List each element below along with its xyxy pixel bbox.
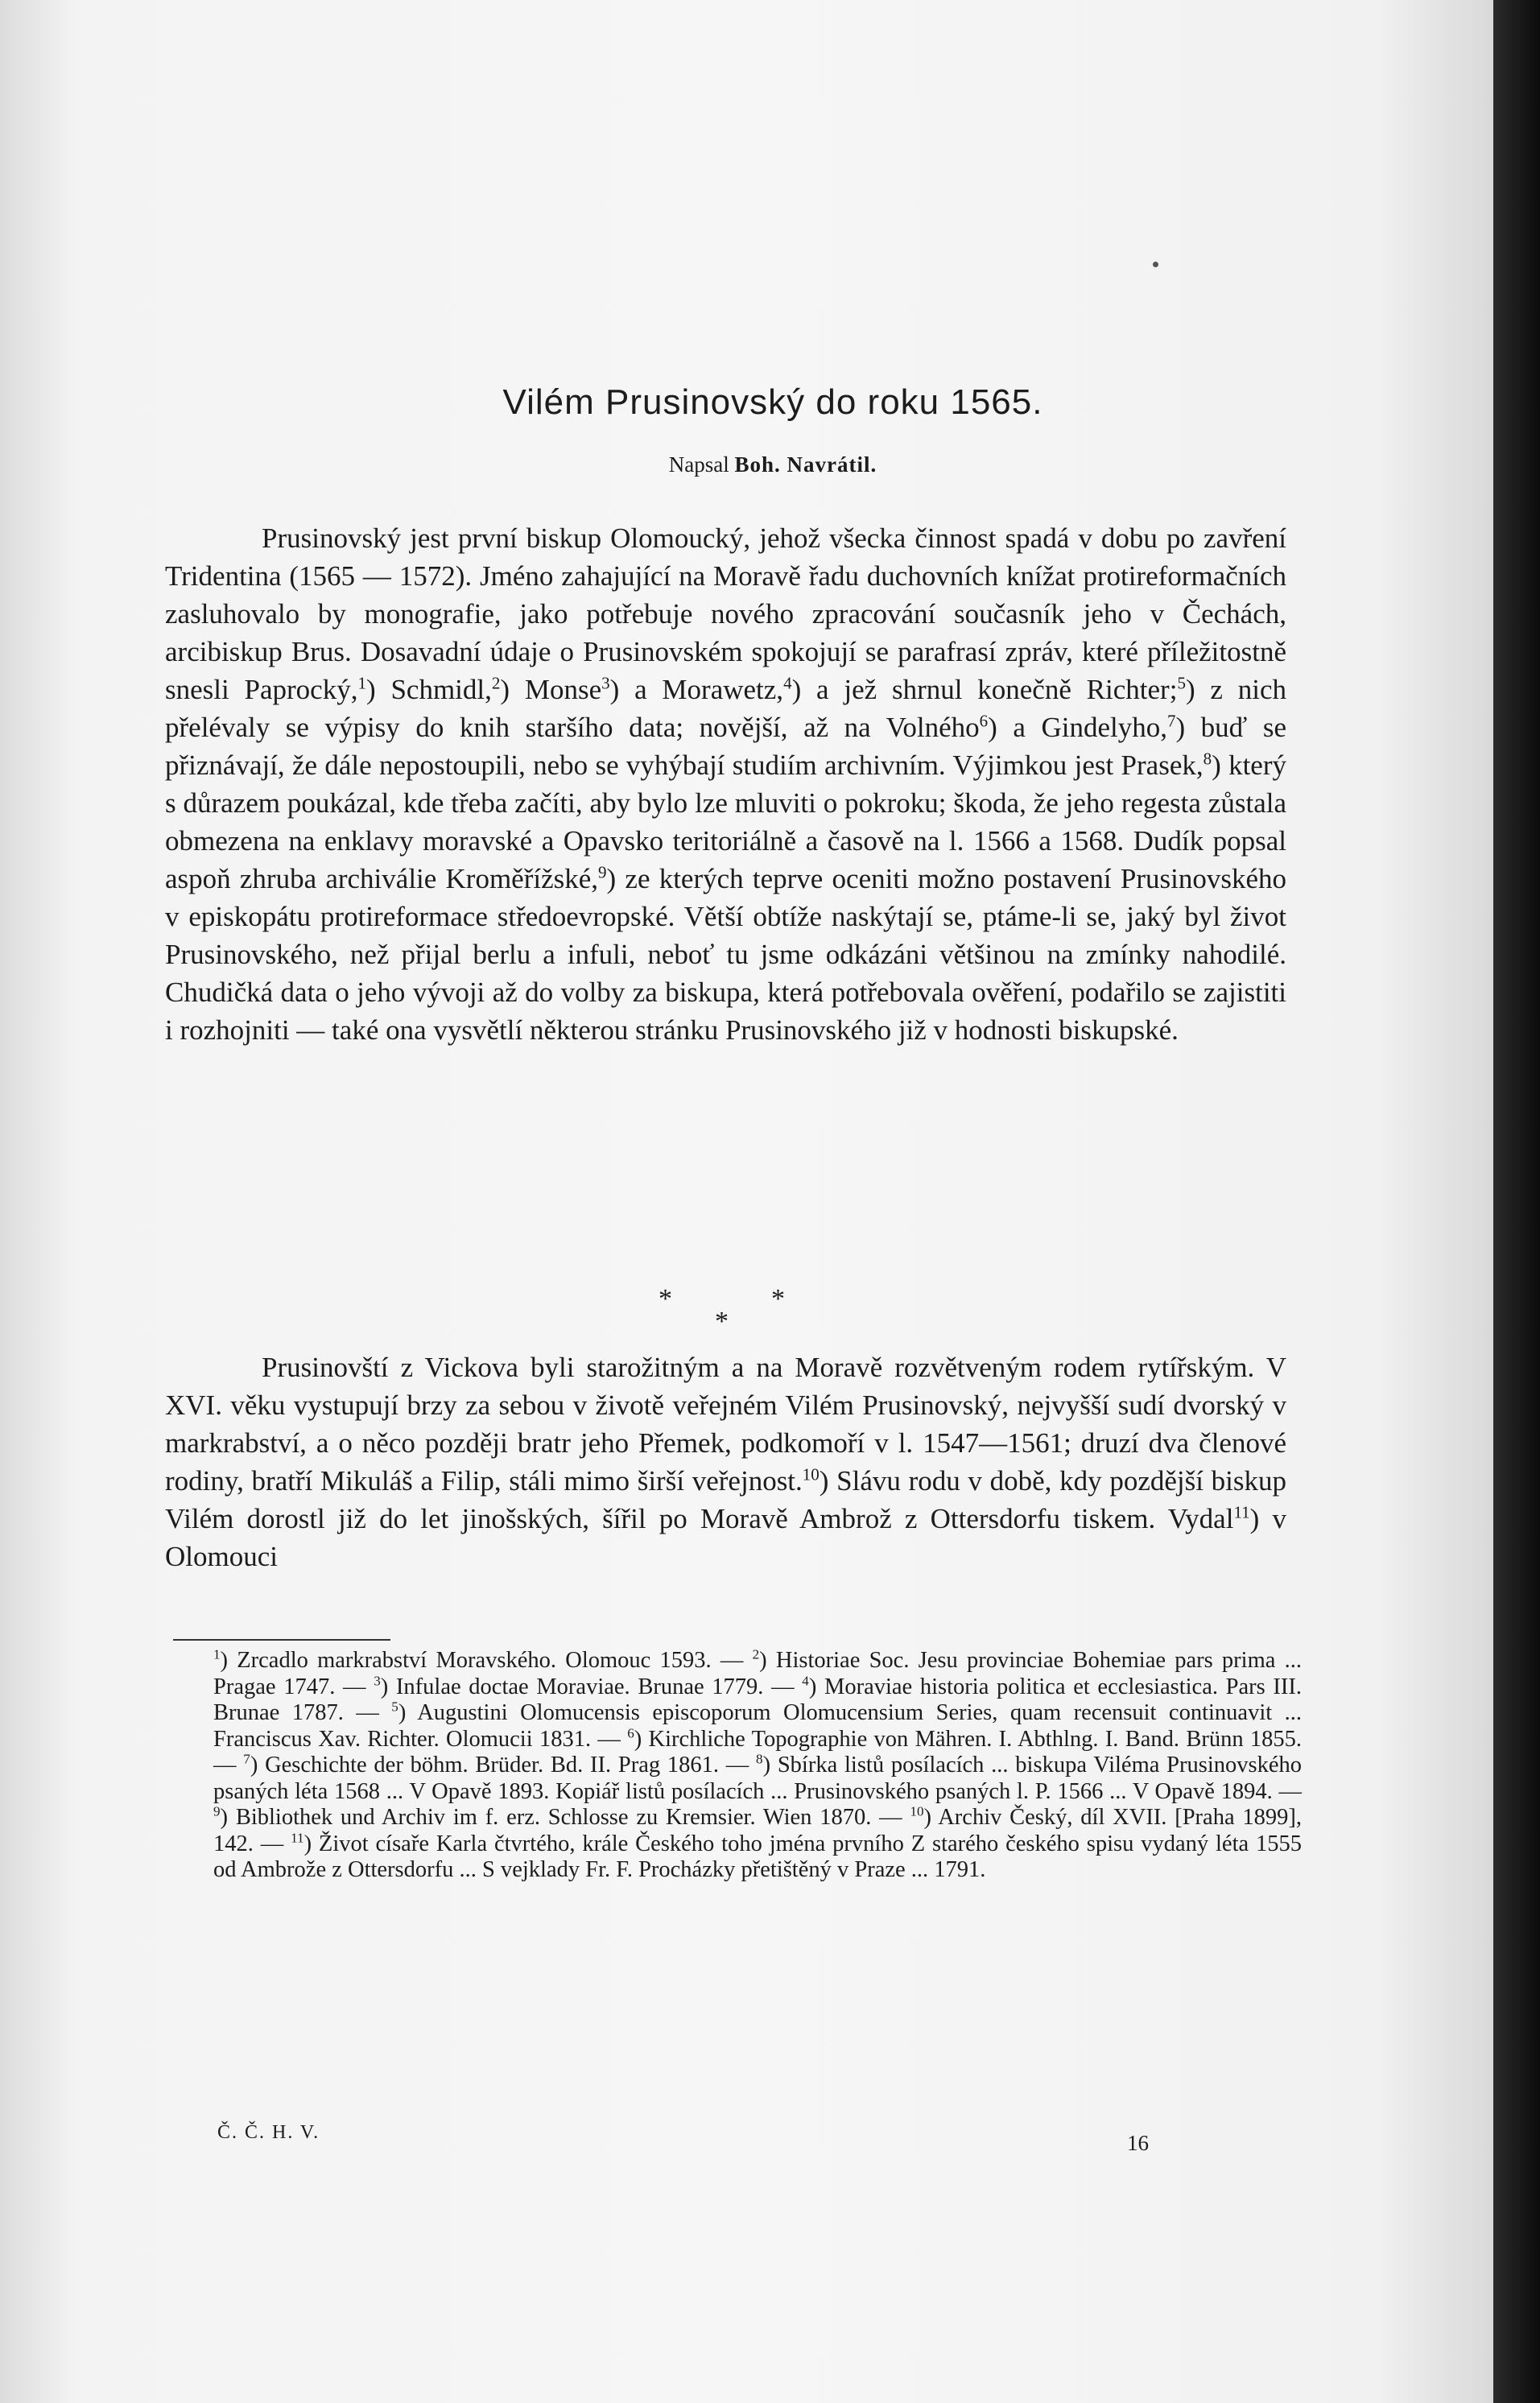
byline	[161, 452, 1385, 477]
text-run: Prusinovští z Vickova byli starožitným a na Moravě rozvětveným rodem rytířským. V XVI. věku vystupují brzy za sebou v životě veřejném Vilém Prusinovský, nejvyšší sudí dvorský v markrabství, a o něco později bratr jeho Přemek, podkomoří v l. 1547—1561; druzí dva členové rodiny, bratří Mikuláš a Filip, stáli mimo širší veřejnost.	[165, 1352, 1286, 1497]
footnote-ref: 2	[491, 673, 501, 693]
footnote-text: ) Kirchliche Topographie von Mähren. I. Abthlng. I. Band. Brünn 1855. —	[213, 1726, 1302, 1777]
footnote-text: ) Bibliothek und Archiv im f. erz. Schlosse zu Kremsier. Wien 1870. —	[220, 1805, 910, 1830]
footnote-marker: 5	[391, 1699, 398, 1715]
footnote-text: ) Sbírka listů posílacích ... biskupa Viléma Prusinovského psaných léta 1568 ... V Opavě 1893. Kopiář listů posílacích ... Prusinovského psaných l. P. 1566 ... V Opavě 1894. —	[213, 1753, 1302, 1804]
footnote-ref: 11	[1233, 1502, 1250, 1522]
footnote-rule	[173, 1639, 390, 1641]
footnote-text: ) Augustini Olomucensis episcoporum Olomucensium Series, quam recensuit continuavit ... Franciscus Xav. Richter. Olomucii 1831. —	[213, 1700, 1302, 1752]
footnote-marker: 2	[752, 1646, 760, 1662]
footnote-marker: 1	[213, 1646, 221, 1662]
footnote-marker: 10	[910, 1803, 924, 1819]
footnote-marker: 9	[213, 1803, 221, 1819]
footnote-ref: 6	[979, 711, 989, 731]
footnote-marker: 11	[291, 1830, 304, 1845]
text-run: ) buď se přiznávají, že dále nepostoupili, nebo se vyhýbají studiím archivním. Výjimkou jest Prasek,	[165, 712, 1287, 781]
footnote-text: ) Zrcadlo markrabství Moravského. Olomouc 1593. —	[220, 1648, 753, 1673]
footnote-marker: 4	[802, 1673, 809, 1688]
footnote-marker: 6	[627, 1725, 634, 1740]
text-run: ) Slávu rodu v době, kdy pozdější biskup Vilém dorostl již do let jinošských, šířil po Moravě Ambrož z Ottersdorfu tiskem. Vydal	[165, 1465, 1286, 1534]
footnote-ref: 9	[598, 862, 607, 882]
footnote-ref: 8	[1203, 749, 1212, 769]
paragraph-prusinovsti	[165, 1348, 1286, 1575]
footnote-text: ) Historiae Soc. Jesu provinciae Bohemiae pars prima ... Pragae 1747. —	[213, 1648, 1302, 1699]
footnote-marker: 8	[756, 1751, 763, 1767]
footnote-text: ) Infulae doctae Moraviae. Brunae 1779. —	[380, 1674, 803, 1699]
section-divider	[636, 1284, 813, 1336]
footnote-ref: 7	[1166, 711, 1176, 731]
footnote-text: ) Moraviae historia politica et ecclesiastica. Pars III. Brunae 1787. —	[213, 1674, 1302, 1725]
text-run: ) Schmidl,	[365, 674, 492, 705]
text-run: ) který s důrazem poukázal, kde třeba začíti, aby bylo lze mluviti o pokroku; škoda, že jeho regesta zůstala obmezena na enklavy moravské a Opavsko teritoriálně a časově na l. 1566 a 1568. Dudík popsal aspoň zhruba archiválie Kroměřížské,	[165, 749, 1286, 894]
print-speck	[1153, 262, 1158, 267]
text-run: ) v Olomouci	[165, 1503, 1287, 1572]
text-run: ) Monse	[500, 674, 602, 705]
footnote-ref: 4	[783, 673, 792, 693]
text-run: ) a jež shrnul konečně Richter;	[791, 674, 1178, 705]
page-number: 16	[1127, 2131, 1149, 2155]
text-run: ) a Gindelyho,	[988, 712, 1167, 743]
author-name: Boh. Navrátil.	[734, 452, 877, 477]
text-run: ) a Morawetz,	[609, 674, 784, 705]
footnote-text: ) Život císaře Karla čtvrtého, krále Českého toho jména prvního Z starého českého spisu vydaný léta 1555 od Ambrože z Ottersdorfu ... S vejklady Fr. F. Procházky přetištěný v Praze ... 1791.	[213, 1831, 1302, 1882]
article-title: Vilém Prusinovský do roku 1565.	[502, 382, 1043, 422]
footnote-ref: 1	[357, 673, 366, 693]
text-run: ) ze kterých teprve oceniti možno postavení Prusinovského v episkopátu protireformace středoevropské. Větší obtíže naskýtají se, ptáme-li se, jaký byl život Prusinovského, než přijal berlu a infuli, neboť tu jsme odkázáni většinou na zmínky nahodilé. Chudičká data o jeho vývoji až do volby za biskupa, která potřebovala ověření, podařilo se zajistiti i rozhojniti — také ona vysvětlí některou stránku Prusinovského již v hodnosti biskupské.	[165, 863, 1286, 1046]
footnote-text: ) Archiv Český, díl XVII. [Praha 1899], 142. —	[213, 1805, 1302, 1856]
text-run: ) z nich přelévaly se výpisy do knih staršího data; novější, až na Volného	[165, 674, 1287, 743]
divider-star: *	[715, 1307, 729, 1336]
footnote-ref: 10	[802, 1464, 820, 1484]
footnote-marker: 3	[374, 1673, 381, 1688]
footnotes	[213, 1648, 1302, 1884]
footnote-marker: 7	[243, 1751, 250, 1767]
byline-prefix: Napsal	[668, 452, 729, 477]
divider-star: *	[771, 1284, 785, 1314]
footnote-ref: 5	[1177, 673, 1186, 693]
scan-edge	[1493, 0, 1540, 2403]
text-run: Prusinovský jest první biskup Olomoucký, jehož všecka činnost spadá v dobu po zavření Tridentina (1565 — 1572). Jméno zahajující na Moravě řadu duchovních knížat protireformačních zasluhovalo by monografie, jako potřebuje nového zpracování současník jeho v Čechách, arcibiskup Brus. Dosavadní údaje o Prusinovském spokojují se parafrasí zpráv, které příležitostně snesli Paprocký,	[165, 522, 1286, 705]
footnote-ref: 3	[601, 673, 610, 693]
paragraph-intro	[165, 519, 1286, 1049]
footnote-text: ) Geschichte der böhm. Brüder. Bd. II. Prag 1861. —	[250, 1753, 757, 1777]
signature-mark: Č. Č. H. V.	[217, 2122, 320, 2143]
divider-star: *	[659, 1284, 672, 1314]
